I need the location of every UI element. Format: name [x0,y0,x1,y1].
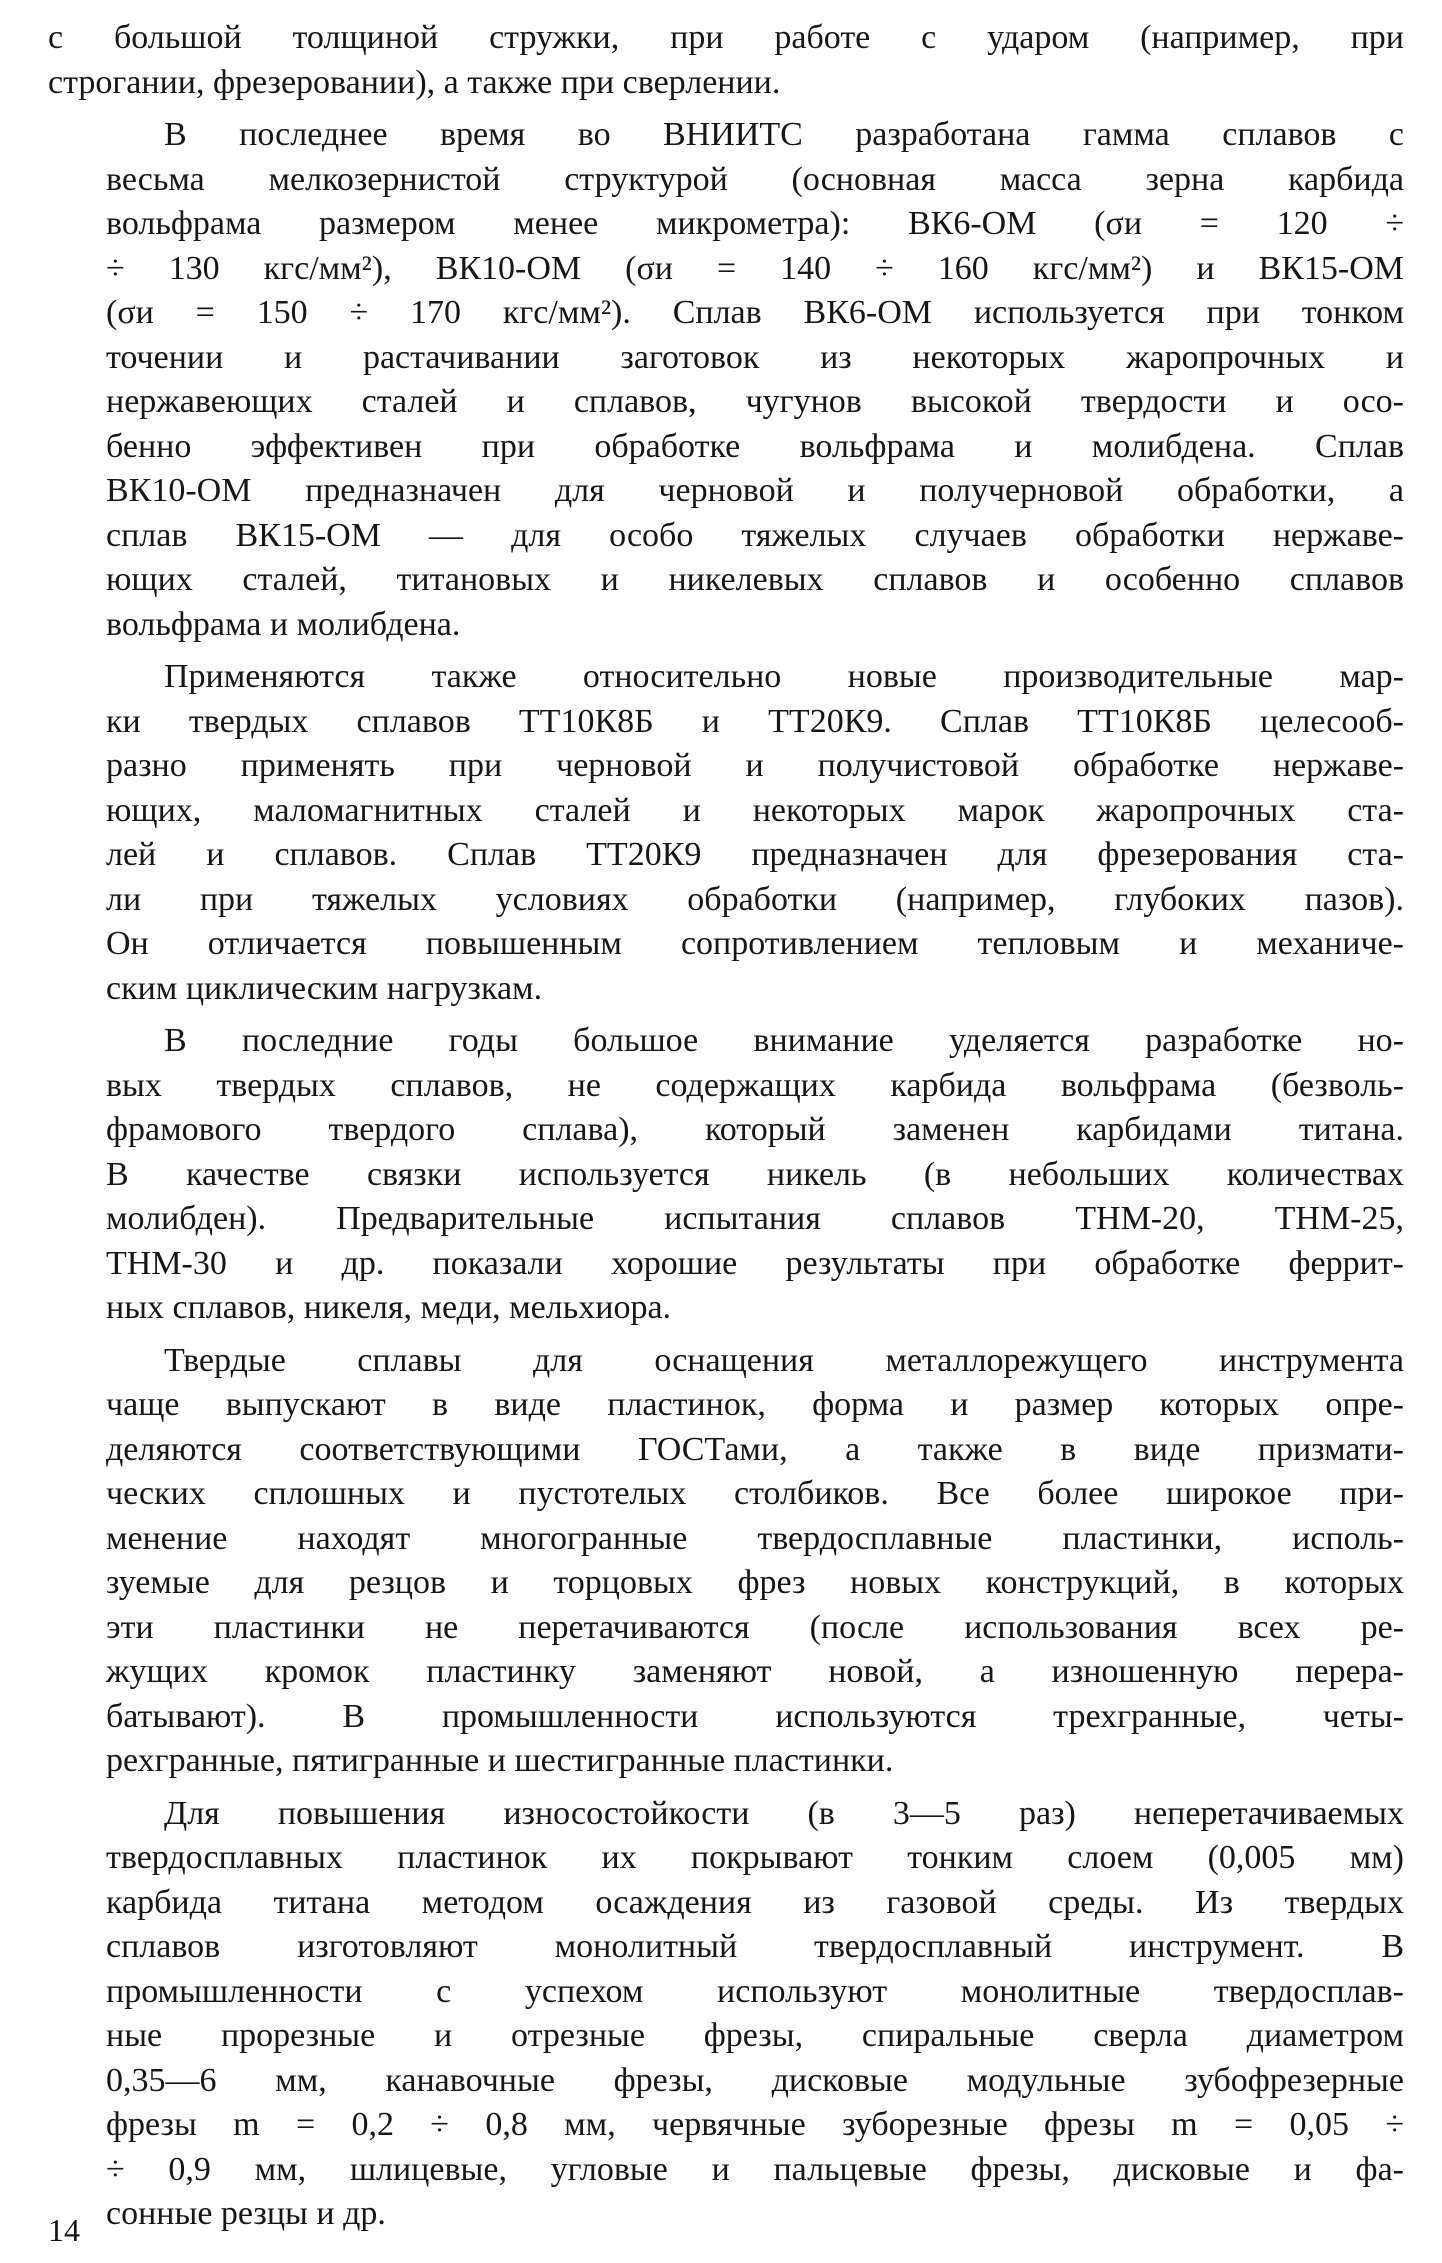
text-line: зуемые для резцов и торцовых фрез новых конструкций, в которых [106,1564,1404,1601]
text-line: точении и растачивании заготовок из некоторых жаропрочных и [106,338,1404,376]
text-line: лей и сплавов. Сплав ТТ20К9 предназначен для фрезерования ста- [106,836,1404,873]
text-line: ющих сталей, титановых и никелевых сплавов и особенно сплавов [106,561,1404,598]
text-line: В качестве связки используется никель (в небольших количествах [106,1155,1404,1193]
text-line: твердосплавных пластинок их покрывают тонким слоем (0,005 мм) [106,1839,1404,1876]
text-line: деляются соответствующими ГОСТами, а также в виде призмати- [106,1430,1404,1468]
text-line: жущих кромок пластинку заменяют новой, а изношенную перера- [106,1653,1404,1690]
text-line: промышленности с успехом используют монолитные твердосплав- [106,1972,1404,2010]
text-line: молибден). Предварительные испытания сплавов ТНМ-20, ТНМ-25, [106,1200,1404,1237]
page-number: 14 [48,2212,80,2248]
text-line: ческих сплошных и пустотелых столбиков. Все более широкое при- [106,1475,1404,1512]
text-line: ки твердых сплавов ТТ10К8Б и ТТ20К9. Сплав ТТ10К8Б целесооб- [106,702,1404,740]
text-line: ных сплавов, никеля, меди, мельхиора. [106,1289,672,1326]
text-paragraph [48,1792,1404,2237]
text-line: сплавов изготовляют монолитный твердосплавный инструмент. В [106,1928,1404,1965]
text-line: Для повышения износостойкости (в 3—5 раз) неперетачиваемых [164,1794,1404,1832]
text-line: ные прорезные и отрезные фрезы, спиральные сверла диаметром [106,2017,1404,2054]
text-line: сонные резцы и др. [106,2195,386,2232]
text-line: эти пластинки не перетачиваются (после использования всех ре- [106,1608,1404,1646]
text-line: рехгранные, пятигранные и шестигранные пластинки. [106,1742,894,1779]
text-line: с большой толщиной стружки, при работе с ударом (например, при [48,19,1404,56]
text-line: фрамового твердого сплава), который заменен карбидами титана. [106,1111,1404,1148]
text-line: карбида титана методом осаждения из газовой среды. Из твердых [106,1883,1404,1921]
text-paragraph [48,1339,1404,1784]
text-line: батывают). В промышленности используются трехгранные, четы- [106,1697,1404,1735]
text-line: ÷ 0,9 мм, шлицевые, угловые и пальцевые фрезы, дисковые и фа- [106,2150,1404,2188]
text-line: (σи = 150 ÷ 170 кгс/мм²). Сплав ВК6-ОМ используется при тонком [106,294,1404,331]
text-line: ли при тяжелых условиях обработки (например, глубоких пазов). [106,880,1404,918]
text-line: чаще выпускают в виде пластинок, форма и размер которых опре- [106,1386,1404,1423]
text-line: ВК10-ОМ предназначен для черновой и получерновой обработки, а [106,472,1404,509]
text-line: нержавеющих сталей и сплавов, чугунов высокой твердости и осо- [106,383,1404,420]
text-paragraph [48,113,1404,647]
text-line: менение находят многогранные твердосплавные пластинки, исполь- [106,1519,1404,1557]
text-line: 0,35—6 мм, канавочные фрезы, дисковые модульные зубофрезерные [106,2061,1404,2099]
text-line: вольфрама размером менее микрометра): ВК6-ОМ (σи = 120 ÷ [106,205,1404,242]
text-line: ским циклическим нагрузкам. [106,969,543,1007]
text-line: Применяются также относительно новые производительные мар- [164,658,1404,695]
text-line: весьма мелкозернистой структурой (основная масса зерна карбида [106,160,1404,198]
text-line: разно применять при черновой и получистовой обработке нержаве- [106,747,1404,784]
text-line: В последнее время во ВНИИТС разработана гамма сплавов с [164,116,1404,153]
text-line: В последние годы большое внимание уделяется разработке но- [164,1022,1404,1059]
text-line: бенно эффективен при обработке вольфрама и молибдена. Сплав [106,427,1404,465]
text-line: фрезы m = 0,2 ÷ 0,8 мм, червячные зуборезные фрезы m = 0,05 ÷ [106,2106,1404,2143]
text-line: ющих, маломагнитных сталей и некоторых марок жаропрочных ста- [106,791,1404,829]
text-line: строгании, фрезеровании), а также при сверлении. [48,63,781,101]
text-line: Твердые сплавы для оснащения металлорежущего инструмента [164,1341,1404,1379]
text-line: ТНМ-30 и др. показали хорошие результаты при обработке феррит- [106,1244,1404,1282]
text-paragraph [48,655,1404,1011]
text-paragraph [48,1019,1404,1331]
text-paragraph [48,16,1404,105]
text-line: сплав ВК15-ОМ — для особо тяжелых случаев обработки нержаве- [106,516,1404,554]
text-line: Он отличается повышенным сопротивлением тепловым и механиче- [106,925,1404,962]
text-line: ÷ 130 кгс/мм²), ВК10-ОМ (σи = 140 ÷ 160 кгс/мм²) и ВК15-ОМ [106,249,1404,287]
text-line: вых твердых сплавов, не содержащих карбида вольфрама (безволь- [106,1066,1404,1104]
page-body [48,16,1404,2245]
text-line: вольфрама и молибдена. [106,605,461,643]
